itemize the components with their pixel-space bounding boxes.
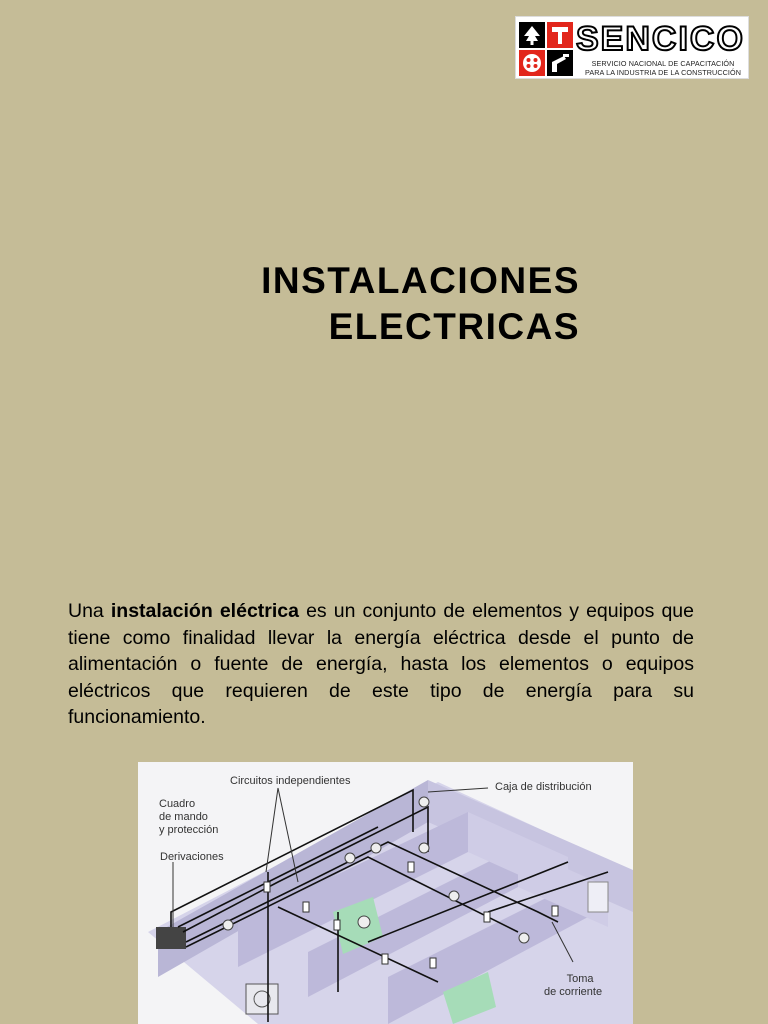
label-toma [544, 973, 603, 999]
label-cuadro-line2: de mando [159, 811, 208, 823]
paragraph-rest: es un conjunto de elementos y equipos que tiene como finalidad llevar la energía eléctrica desde el punto de alimentación o fuente de energía, hasta los elementos o equipos eléctricos que requieren de este tipo de energía para su funcionamiento. [68, 600, 694, 728]
sencico-logo [515, 16, 749, 79]
label-derivaciones: Derivaciones [160, 851, 224, 863]
label-cuadro-line3: y protección [159, 824, 219, 836]
logo-subtitle-line2: PARA LA INDUSTRIA DE LA CONSTRUCCIÓN [584, 68, 742, 77]
electrical-installation-diagram [138, 762, 633, 1024]
label-toma-line2: de corriente [544, 986, 603, 998]
outlet-icon [523, 54, 541, 72]
paragraph-bold-term: instalación eléctrica [110, 600, 299, 622]
label-caja: Caja de distribución [495, 781, 592, 793]
window [588, 882, 608, 912]
page-title [261, 258, 580, 350]
label-circuitos: Circuitos independientes [230, 775, 351, 787]
distribution-board [156, 927, 186, 949]
logo-subtitle [579, 59, 747, 77]
logo-subtitle-line1: SERVICIO NACIONAL DE CAPACITACIÓN [591, 59, 735, 68]
title-line2: ELECTRICAS [328, 306, 580, 347]
washing-machine [246, 984, 278, 1014]
title-line1: INSTALACIONES [261, 260, 580, 301]
label-toma-line1: Toma [566, 973, 594, 985]
logo-icons [519, 22, 574, 76]
label-cuadro [159, 798, 218, 837]
definition-paragraph [68, 598, 694, 731]
logo-wordmark: SENCICO [576, 20, 745, 58]
paragraph-lead: Una [68, 600, 111, 622]
label-cuadro-line1: Cuadro [159, 798, 196, 810]
